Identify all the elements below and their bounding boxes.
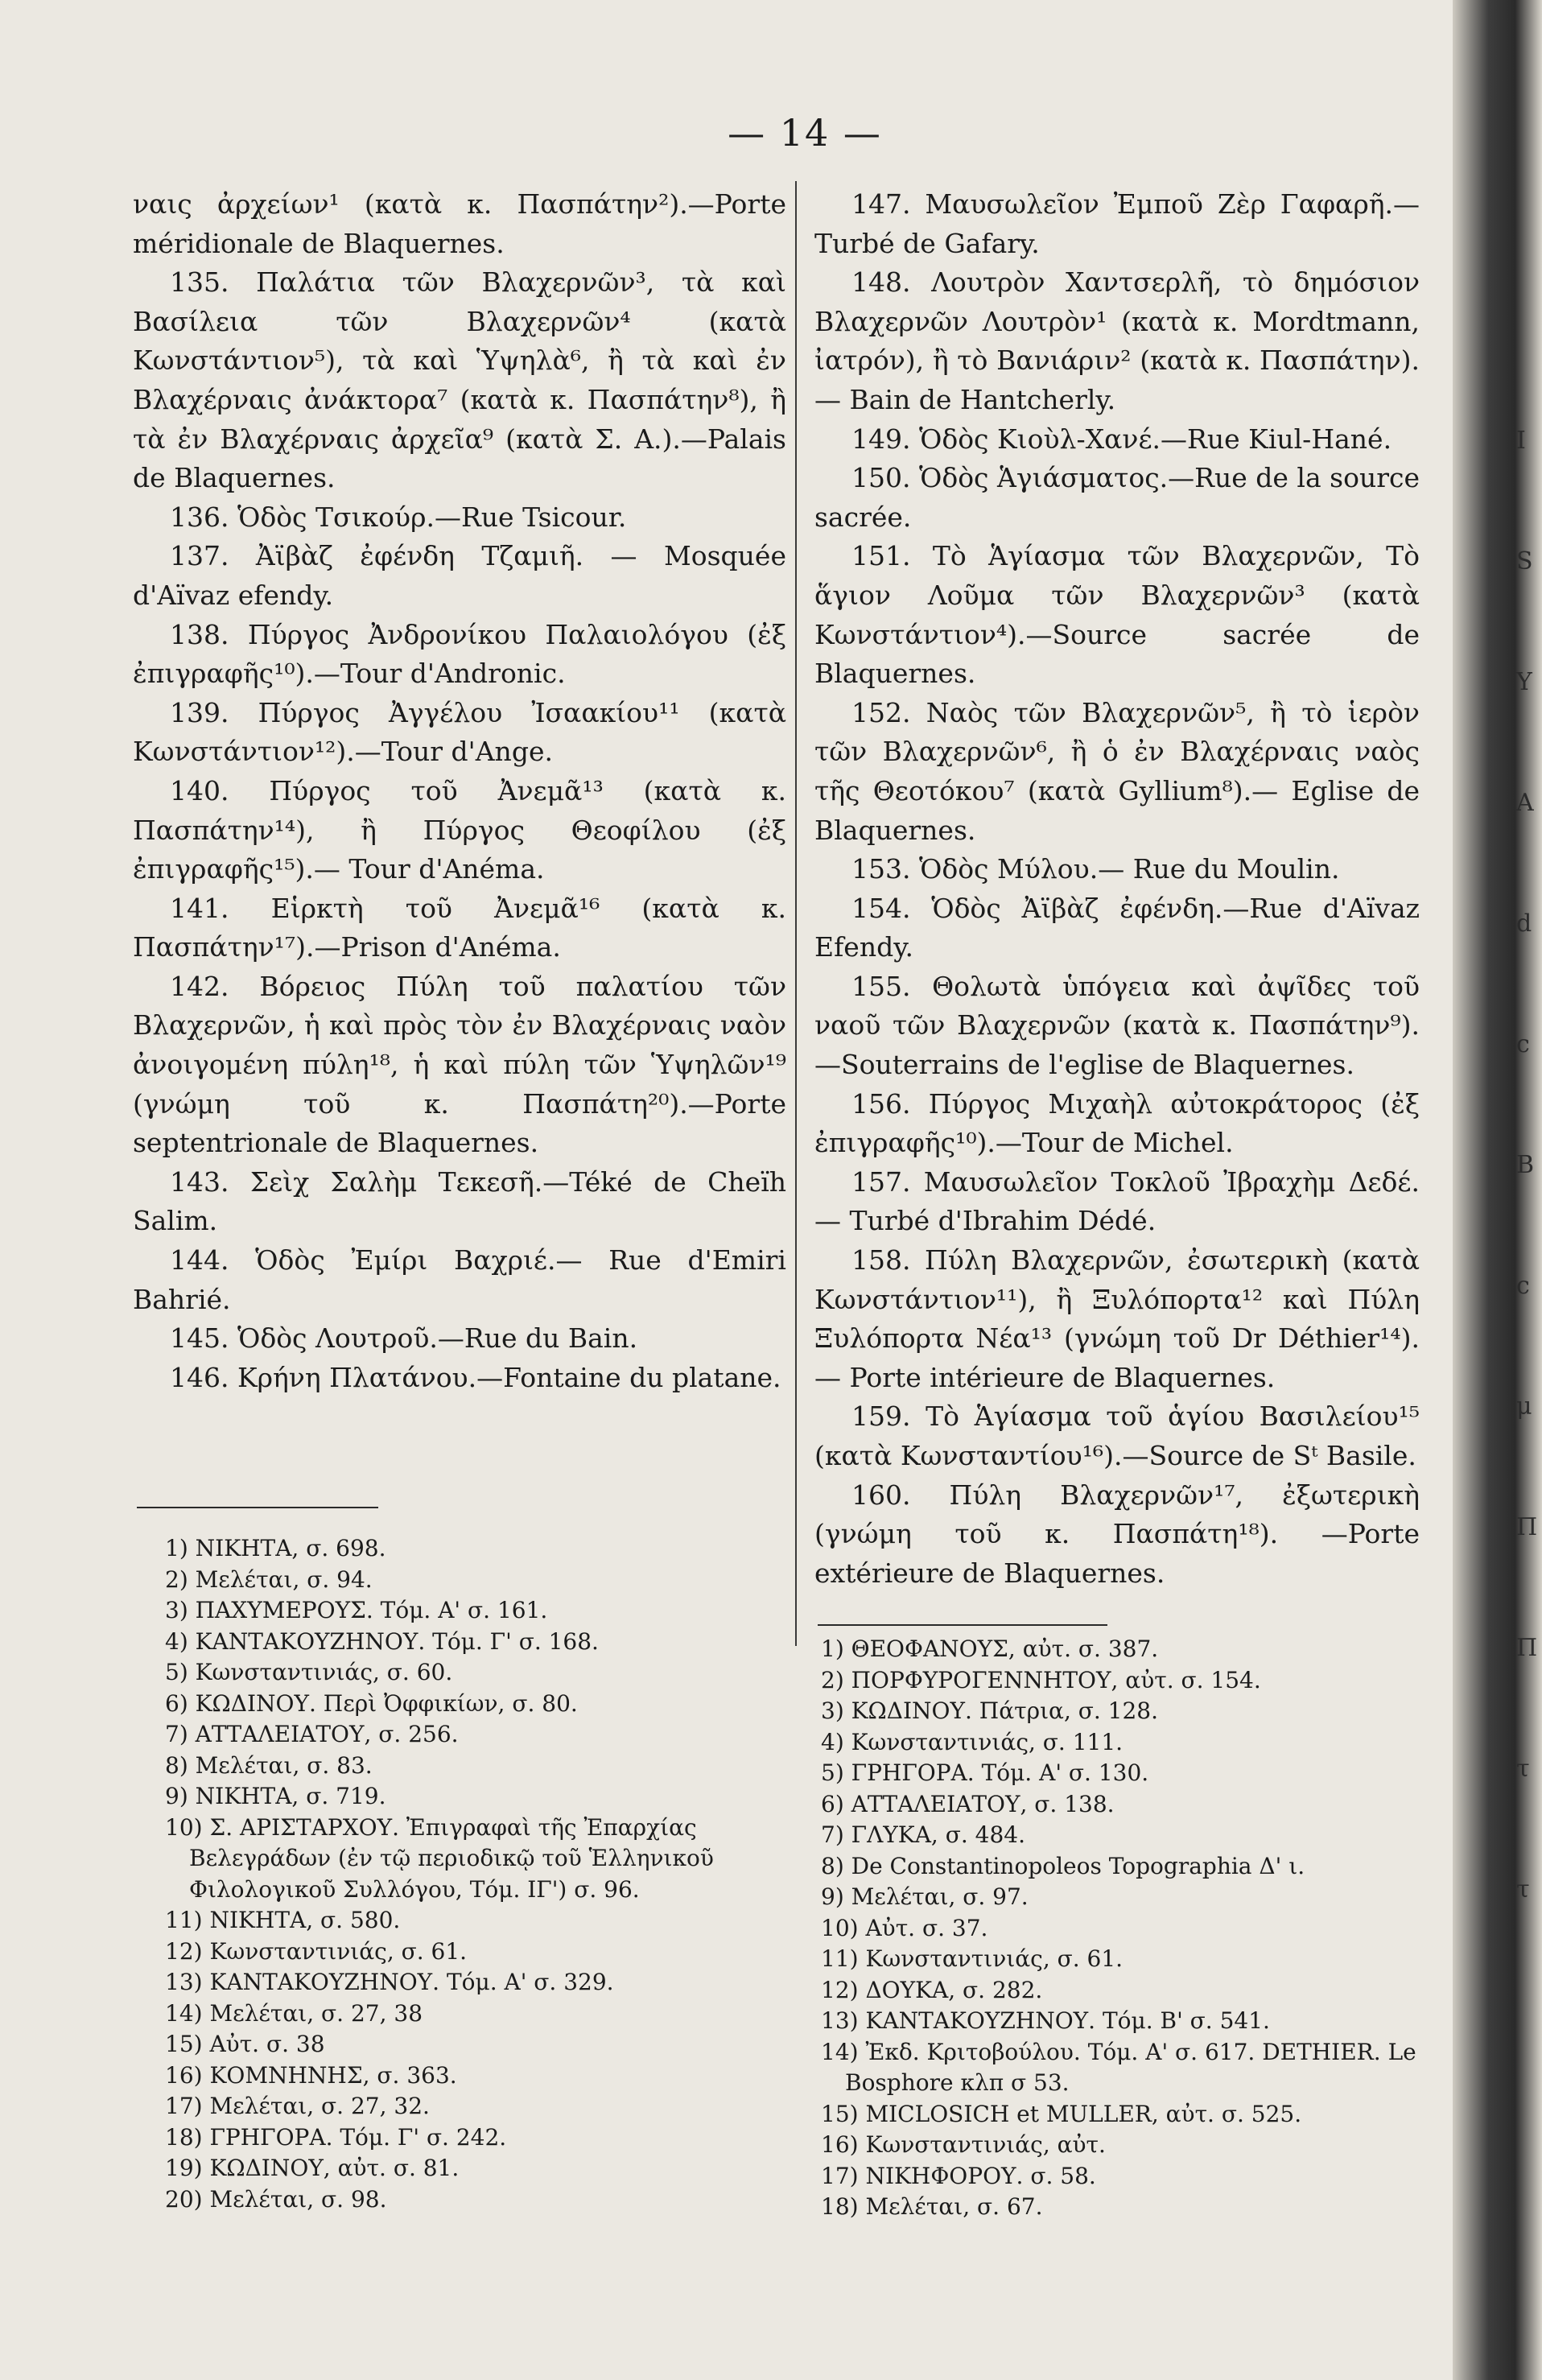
footnote: 17) ΝΙΚΗΦΟΡΟΥ. σ. 58. [821, 2162, 1096, 2189]
footnote: 5) Κωνσταντινιάς, σ. 60. [165, 1659, 453, 1685]
footnote: 16) Κωνσταντινιάς, αὐτ. [821, 2131, 1106, 2158]
footnote: 5) ΓΡΗΓΟΡΑ. Τόμ. Α' σ. 130. [821, 1759, 1149, 1786]
edge-letter: A [1516, 789, 1534, 817]
footnote: 20) Μελέται, σ. 98. [165, 2185, 387, 2213]
footnote: 1) ΘΕΟΦΑΝΟΥΣ, αὐτ. σ. 387. [821, 1635, 1159, 1662]
entry-text: 160. Πύλη Βλαχερνῶν¹⁷, ἐξωτερικὴ (γνώμη τοῦ κ. Πασπάτη¹⁸). —Porte extérieure de Blaquernes. [814, 1479, 1420, 1589]
entry-text: 158. Πύλη Βλαχερνῶν, ἐσωτερικὴ (κατὰ Κωνστάντιον¹¹), ἢ Ξυλόπορτα¹² καὶ Πύλη Ξυλόπορτα Νέα¹³ (γνώμη τοῦ Dr Déthier¹⁴).— Porte intérieure de Blaquernes. [814, 1244, 1420, 1393]
left-column [133, 185, 786, 1397]
edge-letter: τ [1516, 1875, 1530, 1904]
left-footnotes [165, 1533, 777, 2215]
entry-text: 154. Ὁδὸς Ἀϊβὰζ ἐφένδη.—Rue d'Aïvaz Efendy. [814, 892, 1420, 963]
footnote-rule-right [818, 1624, 1107, 1626]
entry-text: 147. Μαυσωλεῖον Ἐμποῦ Ζὲρ Γαφαρῆ.— Turbé de Gafary. [814, 188, 1420, 259]
entry-text: 159. Τὸ Ἁγίασμα τοῦ ἁγίου Βασιλείου¹⁵ (κατὰ Κωνσταντίου¹⁶).—Source de Sᵗ Basile. [814, 1400, 1420, 1471]
footnote-rule-left [137, 1507, 378, 1508]
footnote: 11) Κωνσταντινιάς, σ. 61. [821, 1945, 1124, 1972]
right-column [814, 185, 1420, 1593]
footnote: 19) ΚΩΔΙΝΟΥ, αὐτ. σ. 81. [165, 2155, 460, 2181]
edge-letter: Π [1516, 1513, 1538, 1541]
footnote: 3) ΠΑΧΥΜΕΡΟΥΣ. Τόμ. Α' σ. 161. [165, 1597, 548, 1623]
footnote: 2) Μελέται, σ. 94. [165, 1565, 373, 1593]
entry-text: 143. Σεὶχ Σαλὴμ Τεκεσῆ.—Téké de Cheïh Salim. [133, 1165, 786, 1237]
footnote: 6) ΑΤΤΑΛΕΙΑΤΟΥ, σ. 138. [821, 1790, 1115, 1817]
footnote: 11) ΝΙΚΗΤΑ, σ. 580. [165, 1907, 401, 1933]
edge-letter: Y [1516, 668, 1532, 696]
footnote: 15) Αὐτ. σ. 38 [165, 2031, 325, 2057]
footnote: 7) ΓΛΥΚΑ, σ. 484. [821, 1821, 1025, 1848]
entry-text: 144. Ὁδὸς Ἐμίρι Βαχριέ.— Rue d'Emiri Bahrié. [133, 1244, 786, 1315]
page-number: — 14 — [728, 111, 882, 155]
footnote: 18) Μελέται, σ. 67. [821, 2193, 1043, 2220]
footnote: 2) ΠΟΡΦΥΡΟΓΕΝΝΗΤΟΥ, αὐτ. σ. 154. [821, 1666, 1261, 1693]
footnote: 7) ΑΤΤΑΛΕΙΑΤΟΥ, σ. 256. [165, 1721, 459, 1747]
entry-text: 149. Ὁδὸς Κιοὺλ-Χανέ.—Rue Kiul-Hané. [851, 423, 1392, 455]
entry-text: 136. Ὁδὸς Τσικούρ.—Rue Tsicour. [170, 501, 627, 533]
entry-text: 156. Πύργος Μιχαὴλ αὐτοκράτορος (ἐξ ἐπιγραφῆς¹⁰).—Tour de Michel. [814, 1087, 1420, 1159]
entry-text: 141. Εἱρκτὴ τοῦ Ἀνεμᾶ¹⁶ (κατὰ κ. Πασπάτην¹⁷).—Prison d'Anéma. [133, 892, 786, 963]
entry-text: 140. Πύργος τοῦ Ἀνεμᾶ¹³ (κατὰ κ. Πασπάτην¹⁴), ἢ Πύργος Θεοφίλου (ἐξ ἐπιγραφῆς¹⁵).— Tour d'Anéma. [133, 774, 786, 885]
edge-letter: Π [1516, 1634, 1538, 1662]
edge-letter: B [1516, 1151, 1535, 1179]
footnote: 16) ΚΟΜΝΗΝΗΣ, σ. 363. [165, 2061, 457, 2089]
entry-text: 152. Ναὸς τῶν Βλαχερνῶν⁵, ἢ τὸ ἱερὸν τῶν Βλαχερνῶν⁶, ἢ ὁ ἐν Βλαχέρναις ναὸς τῆς Θεοτόκου⁷ (κατὰ Gyllium⁸).— Eglise de Blaquernes. [814, 696, 1420, 846]
entry-text: 145. Ὁδὸς Λουτροῦ.—Rue du Bain. [170, 1322, 638, 1355]
edge-letter: I [1516, 427, 1526, 455]
entry-text: 151. Τὸ Ἁγίασμα τῶν Βλαχερνῶν, Τὸ ἅγιον Λοῦμα τῶν Βλαχερνῶν³ (κατὰ Κωνστάντιον⁴).—Source sacrée de Blaquernes. [814, 540, 1420, 690]
column-divider [795, 181, 797, 1646]
entry-text: 146. Κρήνη Πλατάνου.—Fontaine du platane. [170, 1361, 781, 1393]
entry-text: 150. Ὁδὸς Ἁγιάσματος.—Rue de la source sacrée. [814, 462, 1420, 533]
footnote: 15) MICLOSICH et MULLER, αὐτ. σ. 525. [821, 2100, 1302, 2127]
entry-text: 155. Θολωτὰ ὑπόγεια καὶ ἀψῖδες τοῦ ναοῦ τῶν Βλαχερνῶν (κατὰ κ. Πασπάτην⁹).—Souterrains de l'eglise de Blaquernes. [814, 970, 1420, 1081]
entry-text: 138. Πύργος Ἀνδρονίκου Παλαιολόγου (ἐξ ἐπιγραφῆς¹⁰).—Tour d'Andronic. [133, 618, 786, 690]
footnote: 12) ΔΟΥΚΑ, σ. 282. [821, 1976, 1043, 2003]
edge-letter: τ [1516, 1755, 1530, 1783]
footnote: 8) Μελέται, σ. 83. [165, 1751, 373, 1779]
right-footnotes [821, 1634, 1416, 2223]
footnote: 9) Μελέται, σ. 97. [821, 1883, 1029, 1910]
edge-letter: μ [1516, 1392, 1532, 1421]
entry-text: 135. Παλάτια τῶν Βλαχερνῶν³, τὰ καὶ Βασίλεια τῶν Βλαχερνῶν⁴ (κατὰ Κωνστάντιον⁵), τὰ καὶ Ὑψηλὰ⁶, ἢ τὰ καὶ ἐν Βλαχέρναις ἀνάκτορα⁷ (κατὰ κ. Πασπάτην⁸), ἢ τὰ ἐν Βλαχέρναις ἀρχεῖα⁹ (κατὰ Σ. Α.).—Palais de Blaquernes. [133, 266, 786, 494]
footnote: 4) ΚΑΝΤΑΚΟΥΖΗΝΟΥ. Τόμ. Γ' σ. 168. [165, 1627, 599, 1655]
footnote: 17) Μελέται, σ. 27, 32. [165, 2093, 430, 2119]
footnote: 4) Κωνσταντινιάς, σ. 111. [821, 1728, 1124, 1755]
footnote: 6) ΚΩΔΙΝΟΥ. Περὶ Ὀφφικίων, σ. 80. [165, 1689, 578, 1717]
entry-text: 153. Ὁδὸς Μύλου.— Rue du Moulin. [851, 853, 1340, 885]
footnote: 9) ΝΙΚΗΤΑ, σ. 719. [165, 1783, 386, 1809]
footnote: 1) ΝΙΚΗΤΑ, σ. 698. [165, 1535, 386, 1561]
entry-text: 142. Βόρειος Πύλη τοῦ παλατίου τῶν Βλαχερνῶν, ἡ καὶ πρὸς τὸν ἐν Βλαχέρναις ναὸν ἀνοιγομένη πύλη¹⁸, ἡ καὶ πύλη τῶν Ὑψηλῶν¹⁹ (γνώμη τοῦ κ. Πασπάτη²⁰).—Porte septentrionale de Blaquernes. [133, 970, 786, 1159]
footnote: 14) Ἐκδ. Κριτοβούλου. Τόμ. Α' σ. 617. DETHIER. Le Bosphore κλπ σ 53. [821, 2038, 1416, 2096]
entry-text: ναις ἀρχείων¹ (κατὰ κ. Πασπάτην²).—Porte méridionale de Blaquernes. [133, 188, 786, 259]
footnote: 12) Κωνσταντινιάς, σ. 61. [165, 1937, 468, 1965]
footnote: 10) Σ. ΑΡΙΣΤΑΡΧΟΥ. Ἐπιγραφαὶ τῆς Ἐπαρχίας Βελεγράδων (ἐν τῷ περιοδικῷ τοῦ Ἑλληνικοῦ Φιλολογικοῦ Συλλόγου, Τόμ. ΙΓ') σ. 96. [165, 1813, 714, 1903]
footnote: 13) ΚΑΝΤΑΚΟΥΖΗΝΟΥ. Τόμ. Β' σ. 541. [821, 2007, 1270, 2034]
footnote: 3) ΚΩΔΙΝΟΥ. Πάτρια, σ. 128. [821, 1697, 1159, 1724]
footnote: 8) De Constantinopoleos Topographia Δ' ι. [821, 1852, 1305, 1879]
footnote: 10) Αὐτ. σ. 37. [821, 1914, 988, 1941]
footnote: 13) ΚΑΝΤΑΚΟΥΖΗΝΟΥ. Τόμ. Α' σ. 329. [165, 1969, 614, 1995]
edge-letter: c [1516, 1030, 1530, 1058]
entry-text: 157. Μαυσωλεῖον Τοκλοῦ Ἰβραχὴμ Δεδέ.— Turbé d'Ibrahim Dédé. [814, 1165, 1420, 1237]
entry-text: 148. Λουτρὸν Χαντσερλῆ, τὸ δημόσιον Βλαχερνῶν Λουτρὸν¹ (κατὰ κ. Mordtmann, ἰατρόν), ἢ τὸ Βανιάριν² (κατὰ κ. Πασπάτην).— Bain de Hantcherly. [814, 266, 1420, 415]
edge-letter: S [1516, 547, 1533, 575]
edge-letter: c [1516, 1272, 1530, 1300]
adjacent-page-edge [1511, 0, 1542, 2380]
footnote: 18) ΓΡΗΓΟΡΑ. Τόμ. Γ' σ. 242. [165, 2123, 507, 2151]
footnote: 14) Μελέται, σ. 27, 38 [165, 1999, 423, 2027]
edge-letter: d [1516, 910, 1532, 938]
entry-text: 139. Πύργος Ἀγγέλου Ἰσαακίου¹¹ (κατὰ Κωνστάντιον¹²).—Tour d'Ange. [133, 696, 786, 768]
entry-text: 137. Ἀϊβὰζ ἐφένδη Τζαμιῆ. — Mosquée d'Aïvaz efendy. [133, 540, 786, 611]
